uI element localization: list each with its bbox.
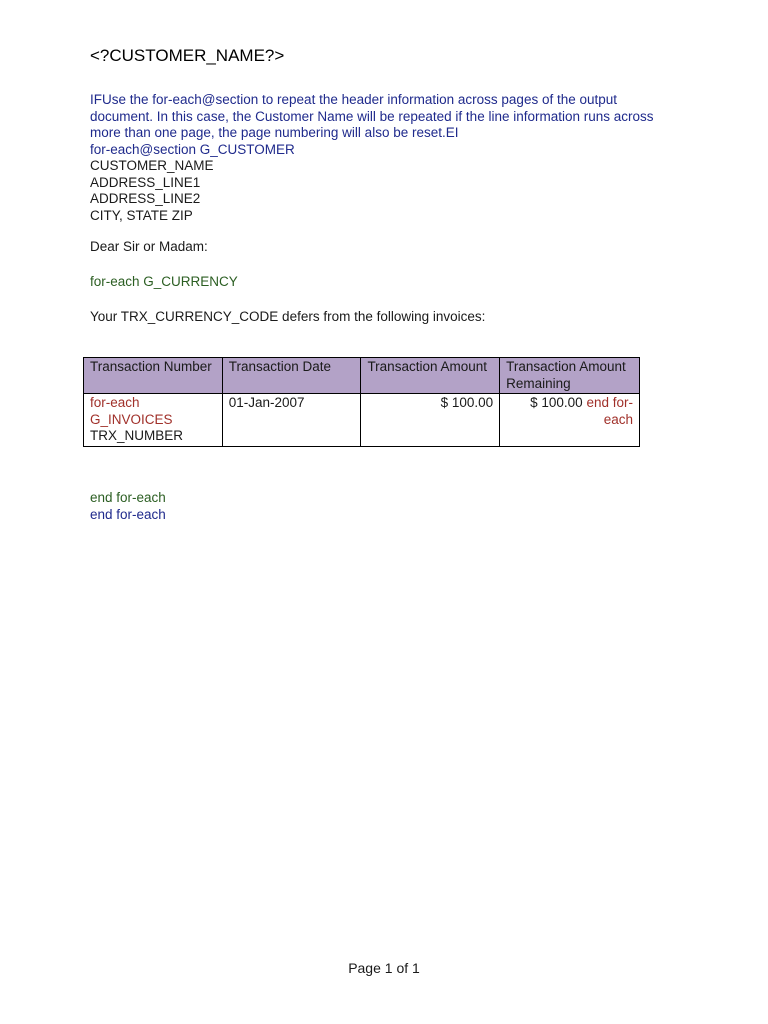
intro-line-1: IFUse the for-each@section to repeat the header information across pages of the output — [90, 92, 618, 107]
table-row — [84, 394, 640, 447]
invoices-loop-end: end for-each — [586, 395, 633, 427]
end-loops-block — [90, 490, 166, 523]
salutation: Dear Sir or Madam: — [90, 239, 208, 254]
cell-transaction-number — [84, 394, 223, 447]
cell-transaction-amount-remaining — [500, 394, 640, 447]
currency-message: Your TRX_CURRENCY_CODE defers from the following invoices: — [90, 309, 486, 324]
header-transaction-date: Transaction Date — [222, 358, 361, 394]
intro-block — [90, 92, 690, 224]
invoices-loop-start: for-each G_INVOICES — [90, 395, 173, 427]
trx-number-field: TRX_NUMBER — [90, 428, 184, 443]
cell-transaction-date: 01-Jan-2007 — [222, 394, 361, 447]
currency-loop-start: for-each G_CURRENCY — [90, 274, 238, 289]
invoice-table — [83, 357, 640, 447]
section-loop-start: for-each@section G_CUSTOMER — [90, 141, 295, 157]
customer-name-placeholder-title: <?CUSTOMER_NAME?> — [90, 46, 285, 65]
intro-line-2: document. In this case, the Customer Name will be repeated if the line information runs across — [90, 108, 654, 124]
table-header-row — [84, 358, 640, 394]
currency-loop-end: end for-each — [90, 490, 166, 505]
intro-line-3: more than one page, the page numbering will also be reset.EI — [90, 125, 459, 140]
header-transaction-number: Transaction Number — [84, 358, 223, 394]
remaining-amount-value: $ 100.00 — [530, 395, 583, 410]
section-loop-end: end for-each — [90, 506, 166, 522]
header-transaction-amount-remaining: Transaction Amount Remaining — [500, 358, 640, 394]
header-transaction-amount: Transaction Amount — [361, 358, 500, 394]
page-number-footer: Page 1 of 1 — [348, 960, 420, 976]
address-line-2: ADDRESS_LINE2 — [90, 191, 201, 206]
cell-transaction-amount: $ 100.00 — [361, 394, 500, 447]
address-city-state-zip: CITY, STATE ZIP — [90, 207, 193, 223]
address-line-1: ADDRESS_LINE1 — [90, 174, 201, 190]
address-customer-name: CUSTOMER_NAME — [90, 158, 214, 173]
